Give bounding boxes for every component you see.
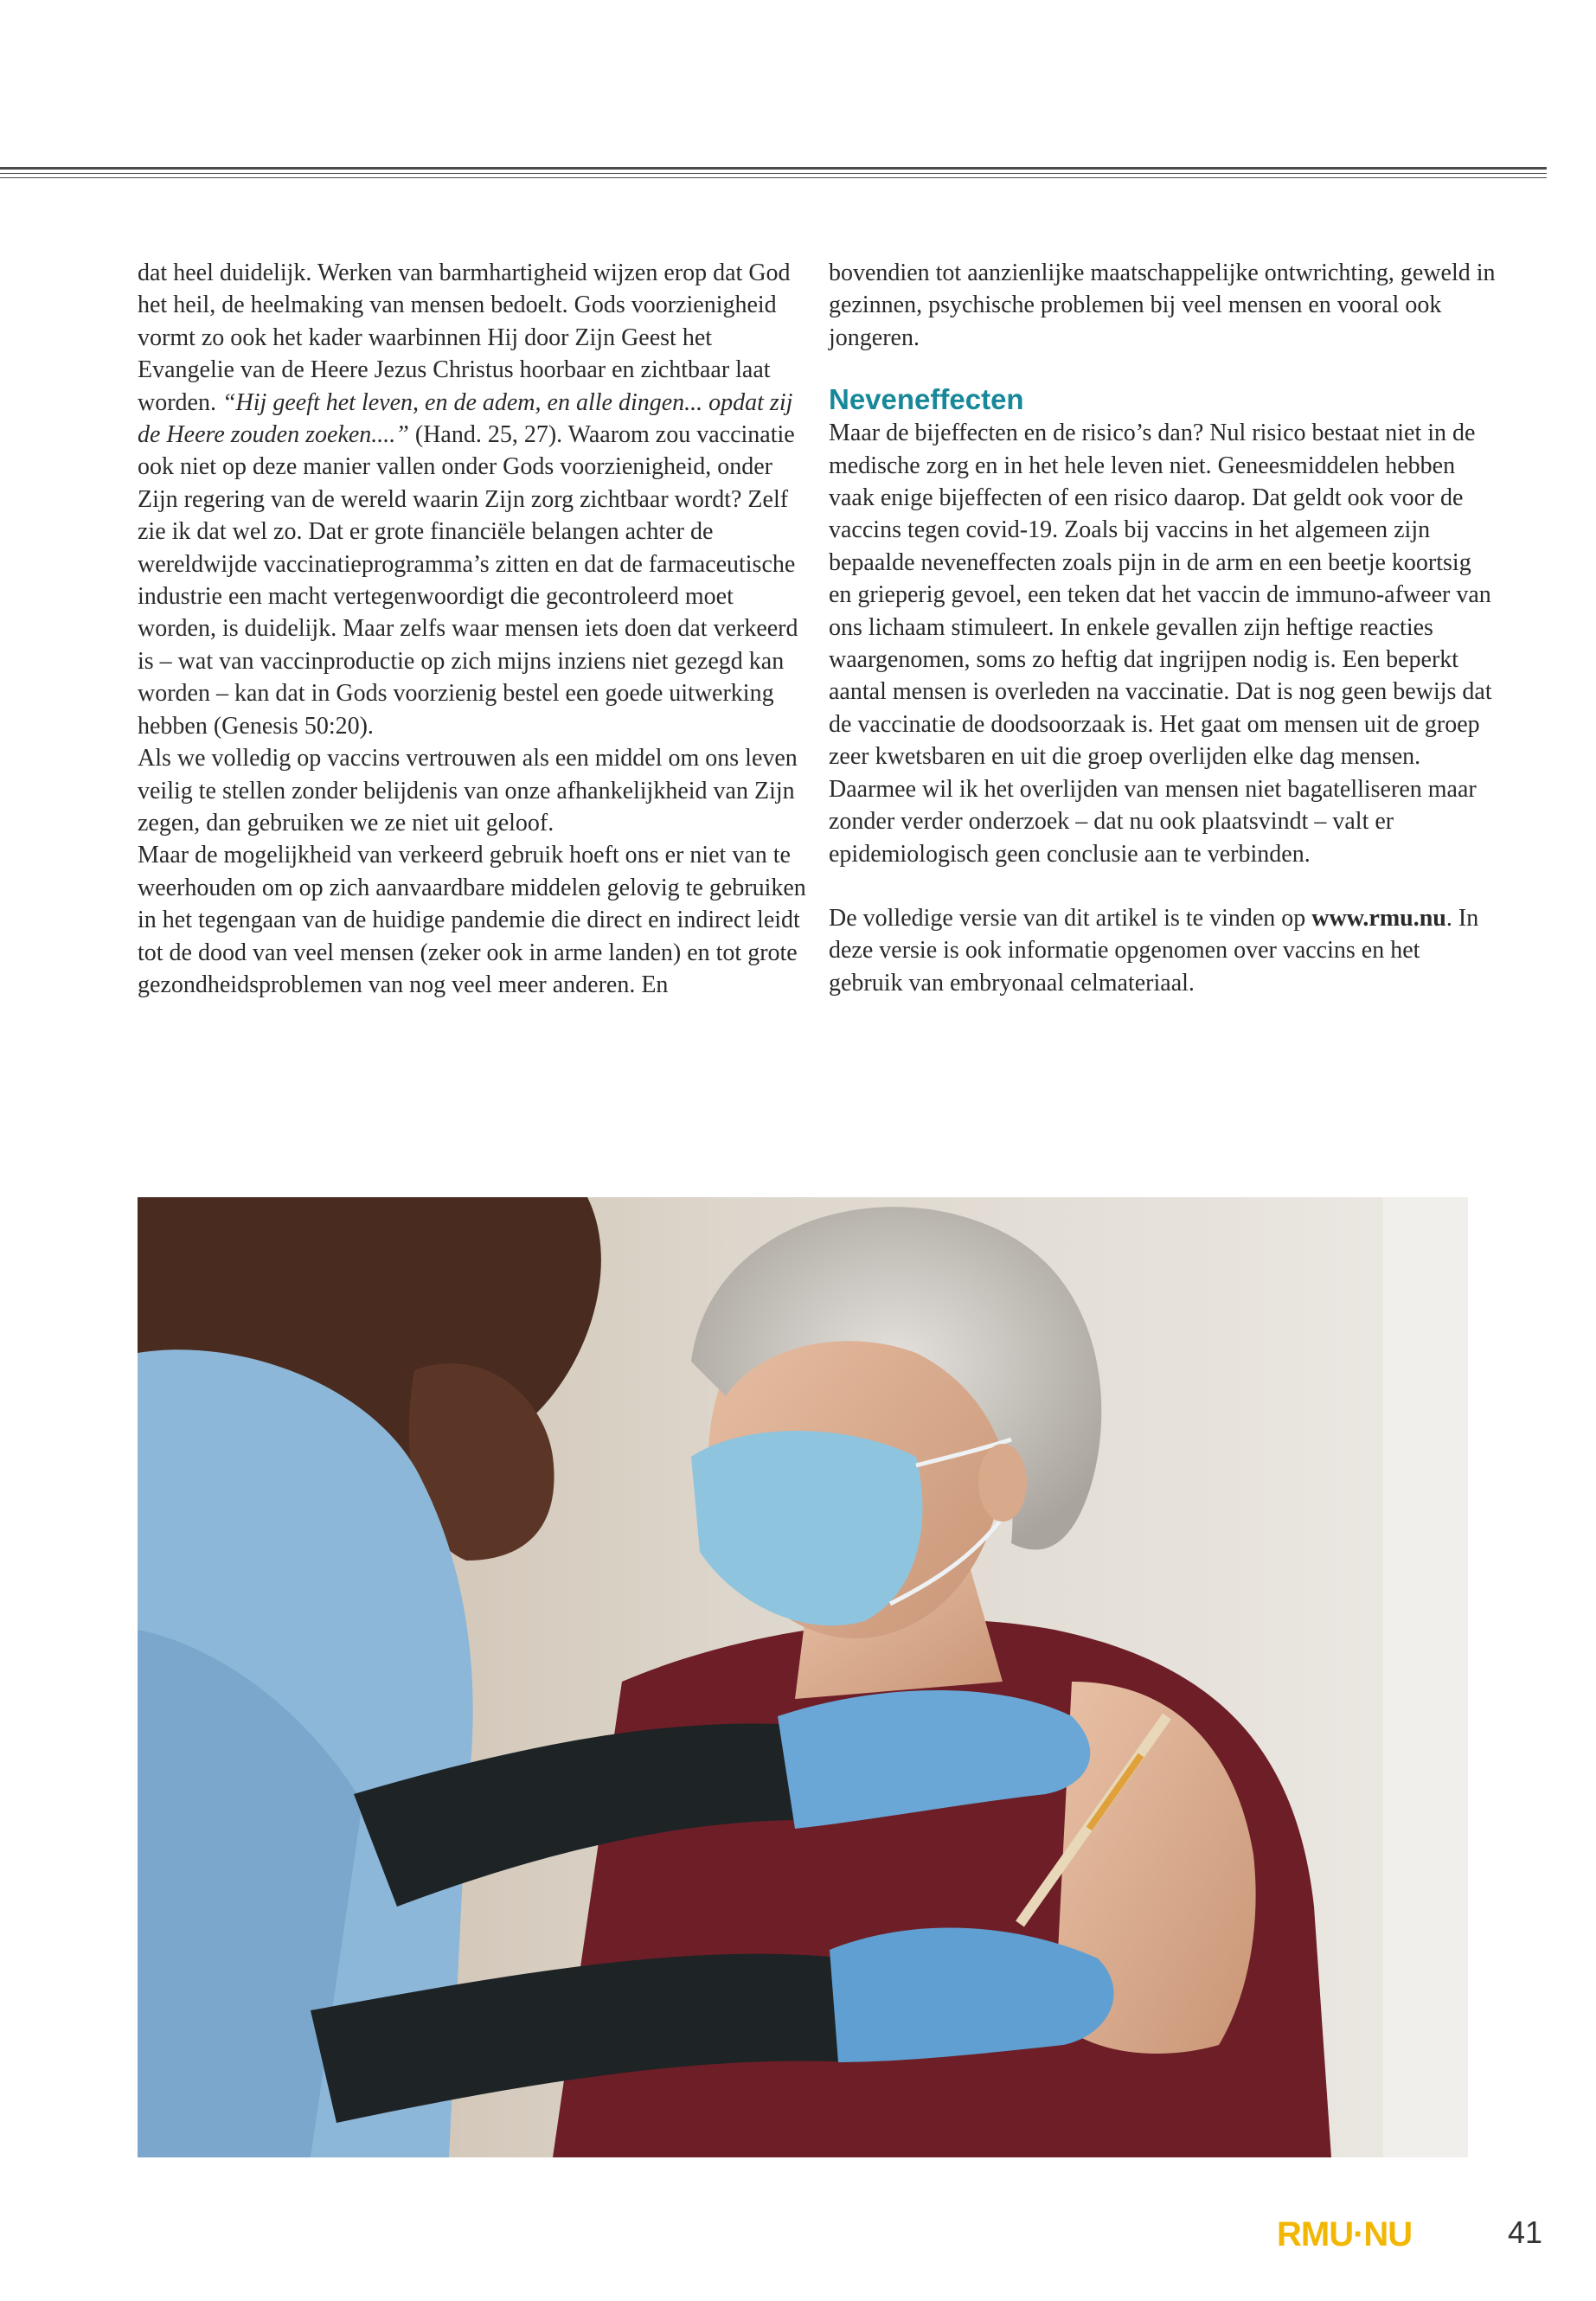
right-paragraph-3: De volledige versie van dit artikel is te vinden op www.rmu.nu. In deze versie is ook informatie opgenomen over vaccins en het gebruik van embryonaal celmateriaal. <box>829 904 1479 997</box>
rmu-logo: RMU·NU <box>1277 2215 1413 2253</box>
vaccination-photo <box>138 1197 1468 2157</box>
bible-quote: “Hij geeft het leven, en de adem, en alle dingen... opdat zij de Heere zouden zoeken....” <box>138 388 793 449</box>
header-rule-thin-2 <box>0 177 1547 178</box>
section-heading: Neveneffecten <box>829 383 1024 416</box>
header-rule-thick <box>0 167 1547 170</box>
right-paragraph-2: Maar de bijeffecten en de risico’s dan? Nul risico bestaat niet in de medische zorg en in het hele leven niet. Geneesmiddelen hebben vaak enige bijeffecten of een risico daarop. Dat geldt ook voor de vaccins tegen covid-19. Zoals bij vaccins in het algemeen zijn bepaalde neveneffecten zoals pijn in de arm en een beetje koortsig en grieperig gevoel, een teken dat het vaccin de immuno-afweer van ons lichaam stimuleert. In enkele gevallen zijn heftige reacties waargenomen, soms zo heftig dat ingrijpen nodig is. Een beperkt aantal mensen is overleden na vaccinatie. Dat is nog geen bewijs dat de vaccinatie de doodsoorzaak is. Het gaat om mensen uit de groep zeer kwetsbaren en uit die groep overlijden elke dag mensen. Daarmee wil ik het overlijden van mensen niet bagatelliseren maar zonder verder onderzoek – dat nu ook plaatsvindt – valt er epidemiologisch geen conclusie aan te verbinden. <box>829 420 1492 868</box>
left-paragraph-1: dat heel duidelijk. Werken van barmhartigheid wijzen erop dat God het heil, de heelmaking van mensen bedoelt. Gods voorzienigheid vormt zo ook het kader waarbinnen Hij door Zijn Geest het Evangelie van de Heere Jezus Christus hoorbaar en zichtbaar laat worden. “Hij geeft het leven, en de adem, en alle dingen... opdat zij de Heere zouden zoeken....” (Hand. 25, 27). Waarom zou vaccinatie ook niet op deze manier vallen onder Gods voorzienigheid, onder Zijn regering van de wereld waarin Zijn zorg zichtbaar wordt? Zelf zie ik dat wel zo. Dat er grote financiële belangen achter de wereldwijde vaccinatieprogramma’s zitten en dat de farmaceutische industrie een macht vertegenwoordigt die gecontroleerd moet worden, is duidelijk. Maar zelfs waar mensen iets doen dat verkeerd is – wat van vaccinproductie op zich mijns inziens niet gezegd kan worden – kan dat in Gods voorzienig bestel een goede uitwerking hebben (Genesis 50:20). <box>138 260 798 740</box>
page-number: 41 <box>1508 2214 1543 2250</box>
left-paragraph-3: Maar de mogelijkheid van verkeerd gebruik hoeft ons er niet van te weerhouden om op zich aanvaardbare middelen gelovig te gebruiken in het tegengaan van de huidige pandemie die direct en indirect leidt tot de dood van veel mensen (zeker ook in arme landen) en tot grote gezondheidsproblemen van nog veel meer anderen. En <box>138 842 806 998</box>
website-link[interactable]: www.rmu.nu <box>1311 904 1446 932</box>
left-paragraph-2: Als we volledig op vaccins vertrouwen als een middel om ons leven veilig te stellen zonder belijdenis van onze afhankelijkheid van Zijn zegen, dan gebruiken we ze niet uit geloof. <box>138 745 798 836</box>
header-rule-thin-1 <box>0 173 1547 174</box>
left-column <box>138 257 808 1001</box>
right-paragraph-1: bovendien tot aanzienlijke maatschappelijke ontwrichting, geweld in gezinnen, psychische problemen bij veel mensen en vooral ook jongeren. <box>829 260 1496 351</box>
right-column <box>829 257 1499 999</box>
